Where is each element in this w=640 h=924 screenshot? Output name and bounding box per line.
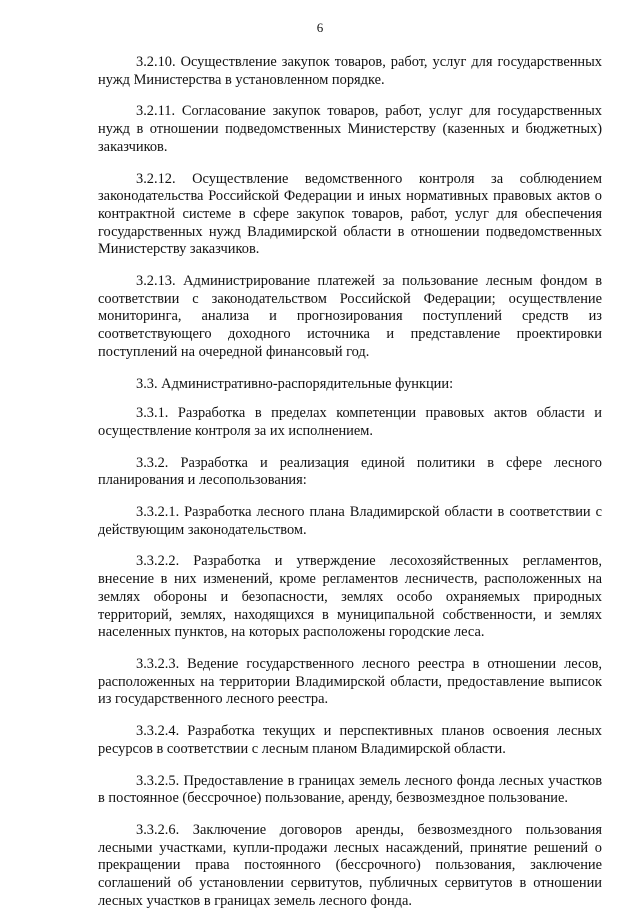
paragraph-3-3-2-1: 3.3.2.1. Разработка лесного плана Владимирской области в соответствии с действующим законодательством. xyxy=(98,504,602,538)
paragraph-3-3-1: 3.3.1. Разработка в пределах компетенции правовых актов области и осуществление контроля за их исполнением. xyxy=(98,405,602,439)
paragraph-3-2-11: 3.2.11. Согласование закупок товаров, работ, услуг для государственных нужд в отношении подведомственных Министерству (казенных и бюджетных) заказчиков. xyxy=(98,103,602,155)
paragraph-3-3: 3.3. Административно-распорядительные функции: xyxy=(136,375,454,392)
paragraph-3-3-2-3: 3.3.2.3. Ведение государственного лесного реестра в отношении лесов, расположенных на территории Владимирской области, предоставление выписок из государственного лесного реестра. xyxy=(98,655,602,708)
paragraph-3-3-2-2: 3.3.2.2. Разработка и утверждение лесохозяйственных регламентов, внесение в них изменений, кроме регламентов лесничеств, расположенных на землях обороны и безопасности, землях особо охраняемых природных территорий, землях, находящихся в муниципальной собственности, и землях населенных пунктов, на которых расположены городские леса. xyxy=(98,553,602,641)
page-number: 6 xyxy=(316,20,324,35)
paragraph-3-3-2: 3.3.2. Разработка и реализация единой политики в сфере лесного планирования и лесопользования: xyxy=(98,454,602,489)
paragraph-3-3-2-6: 3.3.2.6. Заключение договоров аренды, безвозмездного пользования лесными участками, купли-продажи лесных насаждений, принятие решений о прекращении права постоянного (бессрочного) пользования, заключение соглашений об установлении сервитутов, публичных сервитутов в отношении лесных участков в границах земель лесного фонда. xyxy=(98,821,602,909)
paragraph-3-2-10: 3.2.10. Осуществление закупок товаров, работ, услуг для государственных нужд Министерства в установленном порядке. xyxy=(98,54,602,88)
paragraph-3-2-12: 3.2.12. Осуществление ведомственного контроля за соблюдением законодательства Российской Федерации и иных нормативных правовых актов о контрактной системе в сфере закупок товаров, работ, услуг для обеспечения государственных нужд Владимирской области в отношении подведомственных Министерству заказчиков. xyxy=(98,170,602,258)
paragraph-3-3-2-5: 3.3.2.5. Предоставление в границах земель лесного фонда лесных участков в постоянное (бессрочное) пользование, аренду, безвозмездное пользование. xyxy=(98,772,602,807)
paragraph-3-2-13: 3.2.13. Администрирование платежей за пользование лесным фондом в соответствии с законодательством Российской Федерации; осуществление мониторинга, анализа и прогнозирования поступлений средств из соответствующего доходного источника и представление проектировки поступлений на очередной финансовый год. xyxy=(98,273,602,360)
document-body xyxy=(98,54,602,924)
paragraph-3-3-2-4: 3.3.2.4. Разработка текущих и перспективных планов освоения лесных ресурсов в соответствии с лесным планом Владимирской области. xyxy=(98,723,602,757)
